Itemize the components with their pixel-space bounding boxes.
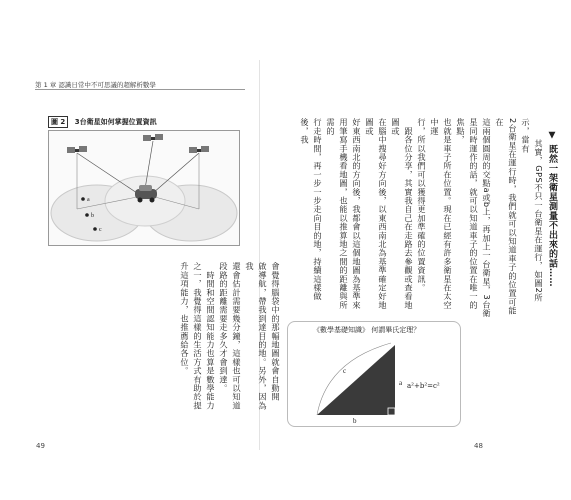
point-label-c: c <box>99 227 102 233</box>
running-header <box>35 80 156 89</box>
satellite-icon-center <box>143 134 163 141</box>
satellite-diagram <box>49 131 239 245</box>
figure-caption: 3台衛星如何掌握位置資訊 <box>74 118 157 126</box>
section-heading: ▼ 既然一架衛星測量不出來的話…… <box>547 130 557 288</box>
right-body-text <box>285 118 571 318</box>
side-label-a: a <box>399 379 403 387</box>
figure-satellites <box>48 116 238 244</box>
figure-label: 圖 2 <box>48 116 68 128</box>
page-number-left: 49 <box>36 442 45 450</box>
triangle-diagram <box>287 321 459 425</box>
side-label-b: b <box>353 417 357 425</box>
satellite-icon-right <box>189 146 209 153</box>
header-rule <box>35 89 245 90</box>
theorem-title: 《數學基礎知識》 何謂畢氏定理？ <box>313 326 421 334</box>
left-body-text: 會覺得腦袋中的那幅地圖就會自動開 啟導航，帶我到達目的地。另外，因為我 還會估計需要幾分鐘，這樣也可以知道 段路的距離需要走多久才會到達。 時間和空間認知能力也算是數學能力 之一，我覺得這樣的生活方式有助於提 升這項能力，也推薦給各位。 <box>180 262 281 410</box>
theorem-box <box>287 321 459 425</box>
theorem-formula: a²+b²=c² <box>407 382 440 390</box>
page-number-right: 48 <box>474 442 483 450</box>
point-label-b: b <box>91 213 94 219</box>
satellite-icon-left <box>67 146 87 153</box>
figure-title <box>48 116 157 128</box>
figure-diagram <box>48 130 240 246</box>
point-label-a: a <box>87 197 90 203</box>
side-label-c: c <box>343 367 347 375</box>
right-paragraphs: 其實，GPS不只一台衛星在運行，如圖2所示，當有 2台衛星在運行時，我們就可以知道車子的位置可能在 這兩個圓周的交點a或b上，再加上一台衛星，3台衛 星同時運作的話，就可以知道車子的位置在唯一的焦點， 也就是車子所在位置。現在已經有許多衛星在太空中運 行，所以我們可以獲得更加準確的位置資訊。 跟各位分享，其實我自己在走路去參觀或查看地圖或 在腦中搜尋好方向後，以東西南北為基準確定好地圖或 好東西南北的方向後，我都會以這個地圖為基準來 用筆寫手機看地圖，也能以推算地之間的距離與所需的 行走時間，再一步一步走向目的地，持續這樣做後，我 <box>300 118 544 318</box>
header-text: 第 1 章 認識日常中不可思議的超解析數學 <box>35 81 156 89</box>
right-triangle <box>317 345 395 415</box>
